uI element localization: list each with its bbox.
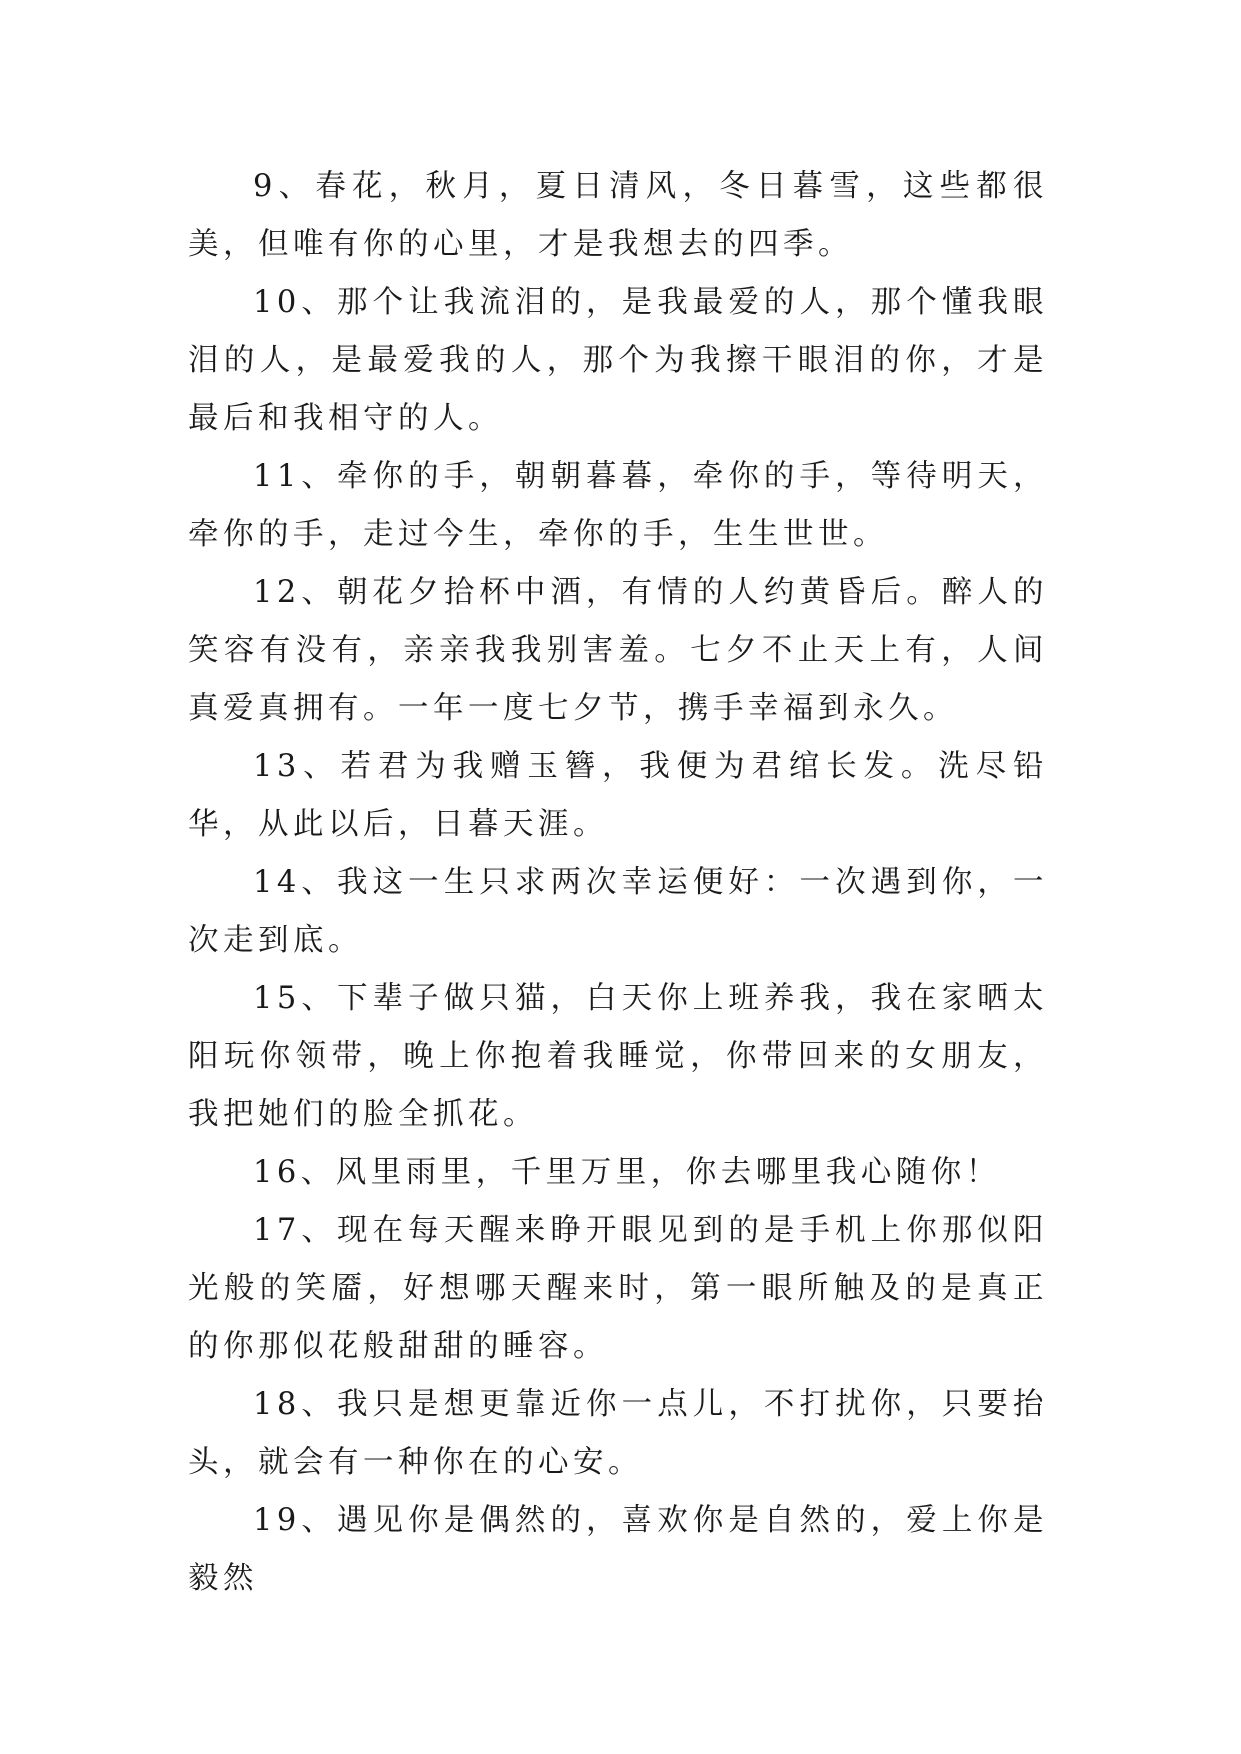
paragraph-18: 18、我只是想更靠近你一点儿，不打扰你，只要抬头，就会有一种你在的心安。 — [188, 1387, 1048, 1480]
paragraph-12: 12、朝花夕拾杯中酒，有情的人约黄昏后。醉人的笑容有没有，亲亲我我别害羞。七夕不止天上有，人间真爱真拥有。一年一度七夕节，携手幸福到永久。 — [188, 575, 1048, 726]
paragraph-10: 10、那个让我流泪的，是我最爱的人，那个懂我眼泪的人，是最爱我的人，那个为我擦干眼泪的你，才是最后和我相守的人。 — [188, 285, 1048, 436]
paragraph-14: 14、我这一生只求两次幸运便好：一次遇到你，一次走到底。 — [188, 865, 1048, 958]
paragraph-9: 9、春花，秋月，夏日清风，冬日暮雪，这些都很美，但唯有你的心里，才是我想去的四季。 — [188, 169, 1048, 262]
paragraph-16: 16、风里雨里，千里万里，你去哪里我心随你！ — [253, 1155, 1001, 1190]
paragraph-17: 17、现在每天醒来睁开眼见到的是手机上你那似阳光般的笑靥，好想哪天醒来时，第一眼所触及的是真正的你那似花般甜甜的睡容。 — [188, 1213, 1048, 1364]
paragraph-13: 13、若君为我赠玉簪，我便为君绾长发。洗尽铅华，从此以后，日暮天涯。 — [188, 749, 1048, 842]
document-body — [188, 158, 1048, 1608]
paragraph-11: 11、牵你的手，朝朝暮暮，牵你的手，等待明天，牵你的手，走过今生，牵你的手，生生世世。 — [188, 459, 1048, 552]
paragraph-19: 19、遇见你是偶然的，喜欢你是自然的，爱上你是毅然 — [188, 1503, 1048, 1596]
paragraph-15: 15、下辈子做只猫，白天你上班养我，我在家晒太阳玩你领带，晚上你抱着我睡觉，你带回来的女朋友，我把她们的脸全抓花。 — [188, 981, 1048, 1132]
